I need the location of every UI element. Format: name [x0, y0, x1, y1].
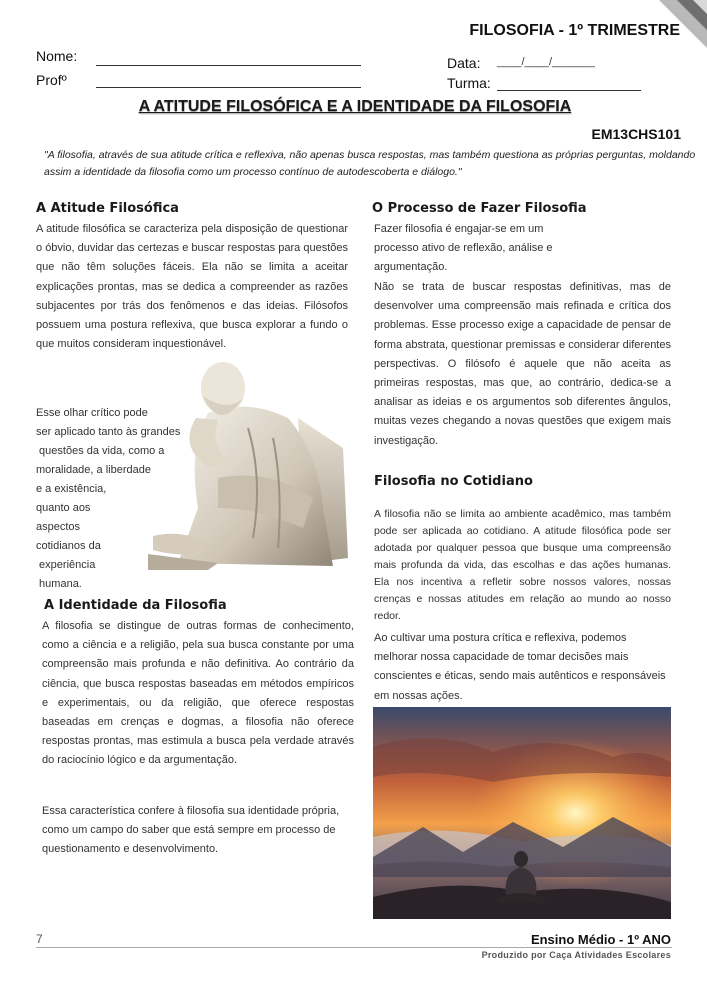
- grade-level: Ensino Médio - 1º ANO: [530, 932, 671, 947]
- paragraph-processo: Não se trata de buscar respostas definitivas, mas de desenvolver uma compreensão mais refinada e crítica dos problemas. Esse processo exige a capacidade de pensar de forma abstrata, questionar premissas e considerar diferentes perspectivas. O filósofo é aquele que não aceita as primeiras respostas, mas que, ao contrário, dedica-se a analisar as ideias e os argumentos sob diferentes ângulos, muitas vezes chegando a novas questões que exigem mais investigação.: [374, 281, 671, 447]
- footer-divider: [36, 947, 672, 949]
- text-line: ser aplicado tanto às grandes: [36, 426, 181, 438]
- main-title: A ATITUDE FILOSÓFICA E A IDENTIDADE DA FILOSOFIA: [138, 98, 572, 115]
- subject-title: FILOSOFIA - 1º TRIMESTRE: [469, 22, 680, 39]
- text-line: questões da vida, como a: [36, 445, 165, 457]
- text-line: Esse olhar crítico pode: [36, 407, 148, 419]
- text-line: humana.: [36, 578, 82, 590]
- paragraph-cotidiano-2: Ao cultivar uma postura crítica e reflexiva, podemos melhorar nossa capacidade de tomar decisões mais conscientes e éticas, sendo mais autênticos e responsáveis em nossas ações.: [374, 632, 666, 702]
- text-line: e a existência,: [36, 483, 107, 495]
- text-line: experiência: [36, 559, 96, 571]
- philosopher-statue-image: [148, 358, 354, 570]
- date-field[interactable]: ____/____/_______: [497, 56, 595, 68]
- text-line: argumentação.: [374, 261, 448, 273]
- paragraph-identidade-2: Essa característica confere à filosofia sua identidade própria, como um campo do saber que está sempre em processo de questionamento e desenvolvimento.: [42, 805, 340, 856]
- date-label: Data:: [447, 55, 481, 71]
- section-title-atitude: A Atitude Filosófica: [36, 201, 179, 216]
- processo-intro-block: [374, 220, 674, 277]
- producer-credit: Produzido por Caça Atividades Escolares: [481, 950, 671, 960]
- text-line: quanto aos: [36, 502, 91, 514]
- section-title-identidade: A Identidade da Filosofia: [44, 598, 227, 613]
- teacher-field-line[interactable]: [96, 86, 361, 88]
- name-field-line[interactable]: [96, 64, 361, 66]
- page-number: 7: [36, 932, 43, 946]
- class-field-line[interactable]: [497, 89, 641, 91]
- skill-code: EM13CHS101: [591, 126, 681, 142]
- teacher-label: Profº: [36, 72, 67, 88]
- intro-quote: "A filosofia, através de sua atitude crítica e reflexiva, não apenas busca respostas, mas também questiona as próprias perguntas, moldando assim a identidade da filosofia como um processo contínuo de autodescoberta e diálogo.": [44, 149, 696, 178]
- paragraph-identidade-1: A filosofia se distingue de outras formas de conhecimento, como a ciência e a religião, pela sua busca constante por uma compreensão mais profunda e não definitiva. Ao contrário da ciência, que busca respostas baseadas em métodos empíricos e experimentais, ou da religião, que oferece respostas baseadas em crenças e dogmas, a filosofia não oferece respostas prontas, mas estimula a busca pela verdade através do raciocínio lógico e da argumentação.: [42, 620, 354, 767]
- text-line: moralidade, a liberdade: [36, 464, 151, 476]
- section-title-processo: O Processo de Fazer Filosofia: [372, 201, 587, 216]
- class-label: Turma:: [447, 75, 491, 91]
- paragraph-cotidiano-1: A filosofia não se limita ao ambiente acadêmico, mas também pode ser aplicada ao cotidiano. A atitude filosófica pode ser adotada por qualquer pessoa que busque uma compreensão mais profunda da vida, das escolhas e das ações humanas. Ela nos incentiva a refletir sobre nossos valores, nossas crenças e nossas atitudes em relação ao mundo ao nosso redor.: [374, 508, 671, 622]
- meditation-sunset-image: [373, 707, 671, 919]
- text-line: Fazer filosofia é engajar-se em um: [374, 223, 544, 235]
- text-line: cotidianos da: [36, 540, 101, 552]
- text-line: processo ativo de reflexão, análise e: [374, 242, 553, 254]
- section-title-cotidiano: Filosofia no Cotidiano: [374, 474, 533, 489]
- name-label: Nome:: [36, 48, 78, 64]
- paragraph-atitude: A atitude filosófica se caracteriza pela disposição de questionar o óbvio, duvidar das certezas e buscar respostas para questões que não têm soluções fáceis. Ela não se limita a aceitar explicações prontas, mas se dedica a compreender as razões subjacentes por trás dos fenômenos e das ideias. Filósofos possuem uma postura reflexiva, que busca explorar a fundo o que muitos consideram inquestionável.: [36, 223, 348, 351]
- text-line: aspectos: [36, 521, 81, 533]
